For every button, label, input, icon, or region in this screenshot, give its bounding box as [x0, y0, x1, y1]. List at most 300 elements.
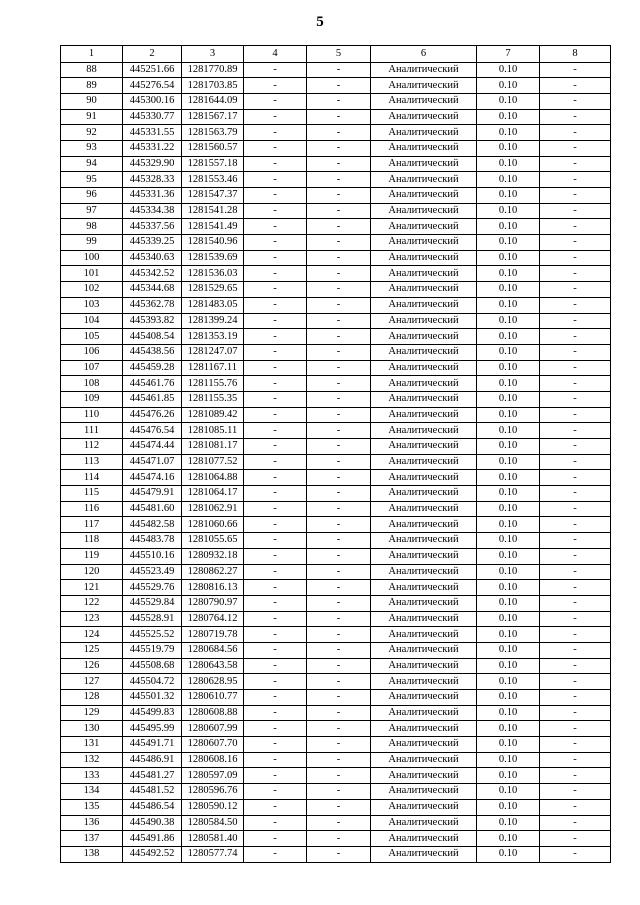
table-cell: -: [307, 172, 371, 188]
table-cell: 118: [61, 533, 123, 549]
table-cell: 445476.54: [123, 423, 182, 439]
table-cell: -: [540, 799, 611, 815]
table-cell: 97: [61, 203, 123, 219]
table-cell: -: [244, 564, 307, 580]
table-cell: 138: [61, 846, 123, 862]
table-row: [61, 439, 611, 455]
table-cell: -: [244, 282, 307, 298]
table-cell: -: [307, 846, 371, 862]
table-cell: 94: [61, 156, 123, 172]
table-cell: -: [540, 454, 611, 470]
table-cell: Аналитический: [371, 93, 477, 109]
table-cell: Аналитический: [371, 250, 477, 266]
table-cell: 0.10: [477, 376, 540, 392]
table-cell: 0.10: [477, 235, 540, 251]
table-cell: -: [307, 282, 371, 298]
table-cell: -: [244, 329, 307, 345]
table-cell: 1280862.27: [182, 564, 244, 580]
table-cell: -: [307, 376, 371, 392]
table-cell: Аналитический: [371, 454, 477, 470]
table-cell: Аналитический: [371, 690, 477, 706]
table-body: [61, 62, 611, 862]
table-cell: 0.10: [477, 799, 540, 815]
table-cell: -: [307, 642, 371, 658]
table-row: [61, 752, 611, 768]
table-cell: 0.10: [477, 501, 540, 517]
table-cell: 1280607.99: [182, 721, 244, 737]
table-cell: -: [540, 297, 611, 313]
table-cell: -: [244, 172, 307, 188]
table-cell: Аналитический: [371, 172, 477, 188]
table-cell: -: [307, 470, 371, 486]
table-cell: Аналитический: [371, 329, 477, 345]
table-cell: Аналитический: [371, 580, 477, 596]
column-header: 2: [123, 46, 182, 63]
table-cell: 445461.85: [123, 391, 182, 407]
table-cell: 1281167.11: [182, 360, 244, 376]
table-cell: -: [307, 784, 371, 800]
table-cell: 1281557.18: [182, 156, 244, 172]
table-row: [61, 140, 611, 156]
table-cell: 1280816.13: [182, 580, 244, 596]
table-cell: 0.10: [477, 188, 540, 204]
table-cell: -: [244, 705, 307, 721]
table-cell: 1281539.69: [182, 250, 244, 266]
table-cell: 0.10: [477, 737, 540, 753]
table-cell: -: [244, 595, 307, 611]
table-cell: -: [307, 297, 371, 313]
table-cell: -: [244, 93, 307, 109]
table-cell: 1280596.76: [182, 784, 244, 800]
table-row: [61, 407, 611, 423]
table-cell: 0.10: [477, 815, 540, 831]
table-cell: -: [244, 439, 307, 455]
table-cell: -: [307, 501, 371, 517]
table-cell: -: [307, 391, 371, 407]
table-row: [61, 517, 611, 533]
table-cell: 445300.16: [123, 93, 182, 109]
table-cell: -: [244, 815, 307, 831]
table-cell: -: [244, 109, 307, 125]
table-cell: 445486.91: [123, 752, 182, 768]
table-cell: 445510.16: [123, 548, 182, 564]
table-row: [61, 768, 611, 784]
table-cell: 445529.76: [123, 580, 182, 596]
table-cell: -: [540, 62, 611, 78]
table-cell: 0.10: [477, 62, 540, 78]
table-cell: -: [244, 580, 307, 596]
table-row: [61, 235, 611, 251]
table-cell: 1280597.09: [182, 768, 244, 784]
table-cell: 0.10: [477, 690, 540, 706]
table-cell: 1280608.88: [182, 705, 244, 721]
table-cell: 0.10: [477, 486, 540, 502]
table-cell: Аналитический: [371, 705, 477, 721]
table-cell: 0.10: [477, 784, 540, 800]
table-cell: 1280932.18: [182, 548, 244, 564]
table-cell: -: [540, 533, 611, 549]
table-row: [61, 219, 611, 235]
table-cell: -: [540, 423, 611, 439]
table-cell: 100: [61, 250, 123, 266]
table-row: [61, 564, 611, 580]
table-row: [61, 658, 611, 674]
table-cell: 0.10: [477, 360, 540, 376]
table-cell: 102: [61, 282, 123, 298]
table-cell: 1281529.65: [182, 282, 244, 298]
table-cell: Аналитический: [371, 831, 477, 847]
table-cell: 1281247.07: [182, 344, 244, 360]
table-cell: Аналитический: [371, 815, 477, 831]
table-cell: 122: [61, 595, 123, 611]
table-cell: 1280628.95: [182, 674, 244, 690]
table-cell: 445523.49: [123, 564, 182, 580]
table-cell: 1280643.58: [182, 658, 244, 674]
table-cell: -: [540, 439, 611, 455]
table-row: [61, 642, 611, 658]
table-cell: -: [540, 548, 611, 564]
table-cell: -: [244, 690, 307, 706]
table-row: [61, 297, 611, 313]
table-cell: 1281399.24: [182, 313, 244, 329]
table-cell: 112: [61, 439, 123, 455]
table-cell: 445519.79: [123, 642, 182, 658]
table-cell: -: [244, 658, 307, 674]
table-cell: -: [244, 140, 307, 156]
table-row: [61, 674, 611, 690]
table-cell: -: [540, 125, 611, 141]
table-cell: -: [244, 313, 307, 329]
table-row: [61, 109, 611, 125]
table-row: [61, 470, 611, 486]
table-cell: 1281540.96: [182, 235, 244, 251]
table-cell: 117: [61, 517, 123, 533]
table-cell: 445492.52: [123, 846, 182, 862]
table-cell: 135: [61, 799, 123, 815]
table-cell: -: [540, 611, 611, 627]
table-cell: 0.10: [477, 172, 540, 188]
table-cell: 0.10: [477, 407, 540, 423]
table-cell: Аналитический: [371, 642, 477, 658]
table-cell: Аналитический: [371, 391, 477, 407]
table-cell: 1281644.09: [182, 93, 244, 109]
table-cell: -: [307, 580, 371, 596]
table-cell: -: [540, 674, 611, 690]
table-cell: 445459.28: [123, 360, 182, 376]
table-cell: -: [540, 360, 611, 376]
table-cell: 445329.90: [123, 156, 182, 172]
table-cell: -: [540, 140, 611, 156]
table-cell: 1280581.40: [182, 831, 244, 847]
table-cell: 445331.55: [123, 125, 182, 141]
table-cell: 445479.91: [123, 486, 182, 502]
table-cell: 445483.78: [123, 533, 182, 549]
table-cell: 1281060.66: [182, 517, 244, 533]
table-cell: 445330.77: [123, 109, 182, 125]
table-cell: -: [540, 282, 611, 298]
table-row: [61, 721, 611, 737]
table-cell: 131: [61, 737, 123, 753]
table-cell: -: [244, 156, 307, 172]
table-cell: Аналитический: [371, 517, 477, 533]
table-row: [61, 329, 611, 345]
table-cell: 0.10: [477, 831, 540, 847]
table-cell: 0.10: [477, 282, 540, 298]
table-cell: -: [307, 831, 371, 847]
table-cell: -: [307, 235, 371, 251]
table-cell: 106: [61, 344, 123, 360]
table-cell: 1280607.70: [182, 737, 244, 753]
table-row: [61, 344, 611, 360]
table-cell: 0.10: [477, 329, 540, 345]
column-header: 3: [182, 46, 244, 63]
table-cell: 134: [61, 784, 123, 800]
table-cell: 445482.58: [123, 517, 182, 533]
table-cell: 1281541.28: [182, 203, 244, 219]
table-cell: Аналитический: [371, 564, 477, 580]
table-cell: 132: [61, 752, 123, 768]
table-cell: -: [307, 125, 371, 141]
table-cell: 110: [61, 407, 123, 423]
table-cell: -: [540, 188, 611, 204]
table-cell: Аналитический: [371, 78, 477, 94]
table-cell: -: [540, 517, 611, 533]
table-cell: 93: [61, 140, 123, 156]
table-cell: 445362.78: [123, 297, 182, 313]
table-cell: 0.10: [477, 109, 540, 125]
table-cell: 129: [61, 705, 123, 721]
table-row: [61, 93, 611, 109]
table-cell: -: [244, 721, 307, 737]
table-cell: -: [244, 203, 307, 219]
table-cell: Аналитический: [371, 674, 477, 690]
table-cell: 1281089.42: [182, 407, 244, 423]
table-cell: -: [244, 62, 307, 78]
table-cell: 445474.16: [123, 470, 182, 486]
table-cell: -: [244, 831, 307, 847]
table-cell: Аналитический: [371, 486, 477, 502]
column-header: 5: [307, 46, 371, 63]
table-cell: 111: [61, 423, 123, 439]
table-cell: 445490.38: [123, 815, 182, 831]
table-cell: -: [307, 423, 371, 439]
table-cell: -: [540, 344, 611, 360]
table-cell: 1281155.76: [182, 376, 244, 392]
table-cell: -: [540, 580, 611, 596]
table-row: [61, 533, 611, 549]
table-cell: Аналитический: [371, 501, 477, 517]
table-cell: Аналитический: [371, 533, 477, 549]
table-cell: 0.10: [477, 752, 540, 768]
table-cell: -: [244, 784, 307, 800]
column-header: 6: [371, 46, 477, 63]
table-cell: 104: [61, 313, 123, 329]
table-cell: -: [307, 690, 371, 706]
table-cell: 0.10: [477, 846, 540, 862]
table-cell: Аналитический: [371, 125, 477, 141]
table-cell: 119: [61, 548, 123, 564]
table-cell: -: [244, 297, 307, 313]
table-cell: Аналитический: [371, 439, 477, 455]
table-cell: 1281077.52: [182, 454, 244, 470]
table-row: [61, 313, 611, 329]
table-cell: Аналитический: [371, 140, 477, 156]
table-row: [61, 454, 611, 470]
table-cell: -: [540, 109, 611, 125]
table-cell: 0.10: [477, 219, 540, 235]
table-cell: -: [244, 737, 307, 753]
table-cell: 101: [61, 266, 123, 282]
table-cell: 124: [61, 627, 123, 643]
table-cell: -: [244, 344, 307, 360]
table-cell: 445499.83: [123, 705, 182, 721]
table-cell: 127: [61, 674, 123, 690]
table-cell: 445438.56: [123, 344, 182, 360]
table-row: [61, 705, 611, 721]
table-row: [61, 611, 611, 627]
table-cell: -: [540, 752, 611, 768]
table-cell: -: [540, 486, 611, 502]
table-cell: 445481.60: [123, 501, 182, 517]
table-cell: -: [307, 407, 371, 423]
table-cell: 0.10: [477, 203, 540, 219]
table-cell: 0.10: [477, 658, 540, 674]
table-cell: 0.10: [477, 705, 540, 721]
table-cell: Аналитический: [371, 627, 477, 643]
table-cell: 445340.63: [123, 250, 182, 266]
table-cell: -: [307, 360, 371, 376]
table-cell: -: [307, 313, 371, 329]
table-cell: 0.10: [477, 313, 540, 329]
table-cell: -: [307, 705, 371, 721]
table-cell: -: [307, 203, 371, 219]
table-cell: 445342.52: [123, 266, 182, 282]
table-cell: 1281064.17: [182, 486, 244, 502]
table-cell: -: [244, 533, 307, 549]
table-cell: -: [540, 93, 611, 109]
table-cell: 114: [61, 470, 123, 486]
table-cell: 445529.84: [123, 595, 182, 611]
table-cell: 1280577.74: [182, 846, 244, 862]
table-cell: -: [307, 627, 371, 643]
table-cell: -: [540, 595, 611, 611]
table-row: [61, 486, 611, 502]
table-cell: -: [540, 172, 611, 188]
table-cell: Аналитический: [371, 188, 477, 204]
table-cell: Аналитический: [371, 611, 477, 627]
table-cell: 92: [61, 125, 123, 141]
table-row: [61, 737, 611, 753]
table-row: [61, 548, 611, 564]
column-header: 8: [540, 46, 611, 63]
table-cell: -: [540, 266, 611, 282]
table-cell: -: [244, 376, 307, 392]
table-cell: Аналитический: [371, 407, 477, 423]
table-row: [61, 188, 611, 204]
table-cell: 445491.86: [123, 831, 182, 847]
table-cell: 445339.25: [123, 235, 182, 251]
table-row: [61, 125, 611, 141]
table-cell: 1281770.89: [182, 62, 244, 78]
table-cell: -: [244, 548, 307, 564]
table-cell: -: [307, 737, 371, 753]
table-cell: 1281483.05: [182, 297, 244, 313]
table-cell: 0.10: [477, 721, 540, 737]
table-cell: -: [244, 486, 307, 502]
table-cell: 96: [61, 188, 123, 204]
table-cell: Аналитический: [371, 156, 477, 172]
table-cell: -: [307, 62, 371, 78]
table-cell: Аналитический: [371, 282, 477, 298]
table-row: [61, 78, 611, 94]
table-cell: -: [244, 360, 307, 376]
table-cell: -: [244, 674, 307, 690]
table-cell: -: [244, 407, 307, 423]
table-cell: Аналитический: [371, 109, 477, 125]
table-row: [61, 172, 611, 188]
table-cell: 136: [61, 815, 123, 831]
table-cell: -: [540, 768, 611, 784]
table-row: [61, 784, 611, 800]
table-cell: 1281085.11: [182, 423, 244, 439]
table-cell: Аналитический: [371, 297, 477, 313]
table-cell: -: [540, 642, 611, 658]
table-cell: 445337.56: [123, 219, 182, 235]
table-cell: -: [307, 439, 371, 455]
table-cell: Аналитический: [371, 721, 477, 737]
table-cell: -: [244, 611, 307, 627]
table-cell: 1281560.57: [182, 140, 244, 156]
table-cell: 113: [61, 454, 123, 470]
table-cell: 445276.54: [123, 78, 182, 94]
table-cell: 445476.26: [123, 407, 182, 423]
table-cell: -: [540, 329, 611, 345]
table-cell: -: [307, 752, 371, 768]
table-cell: -: [540, 846, 611, 862]
table-row: [61, 690, 611, 706]
table-cell: Аналитический: [371, 768, 477, 784]
table-cell: Аналитический: [371, 344, 477, 360]
table-cell: Аналитический: [371, 784, 477, 800]
table-cell: -: [244, 188, 307, 204]
table-row: [61, 501, 611, 517]
table-cell: 0.10: [477, 454, 540, 470]
table-cell: 0.10: [477, 533, 540, 549]
table-cell: 121: [61, 580, 123, 596]
table-cell: -: [307, 156, 371, 172]
table-cell: Аналитический: [371, 266, 477, 282]
table-cell: 0.10: [477, 140, 540, 156]
table-cell: -: [307, 611, 371, 627]
table-cell: -: [540, 815, 611, 831]
table-cell: 1280610.77: [182, 690, 244, 706]
table-cell: -: [540, 376, 611, 392]
table-cell: 0.10: [477, 674, 540, 690]
table-cell: -: [307, 188, 371, 204]
page-number: 5: [316, 14, 324, 30]
table-cell: 445525.52: [123, 627, 182, 643]
table-cell: 98: [61, 219, 123, 235]
table-cell: 1281547.37: [182, 188, 244, 204]
table-cell: Аналитический: [371, 595, 477, 611]
table-cell: Аналитический: [371, 799, 477, 815]
column-header: 1: [61, 46, 123, 63]
table-cell: Аналитический: [371, 219, 477, 235]
table-cell: 445501.32: [123, 690, 182, 706]
table-cell: 445344.68: [123, 282, 182, 298]
table-cell: -: [540, 737, 611, 753]
table-cell: 115: [61, 486, 123, 502]
